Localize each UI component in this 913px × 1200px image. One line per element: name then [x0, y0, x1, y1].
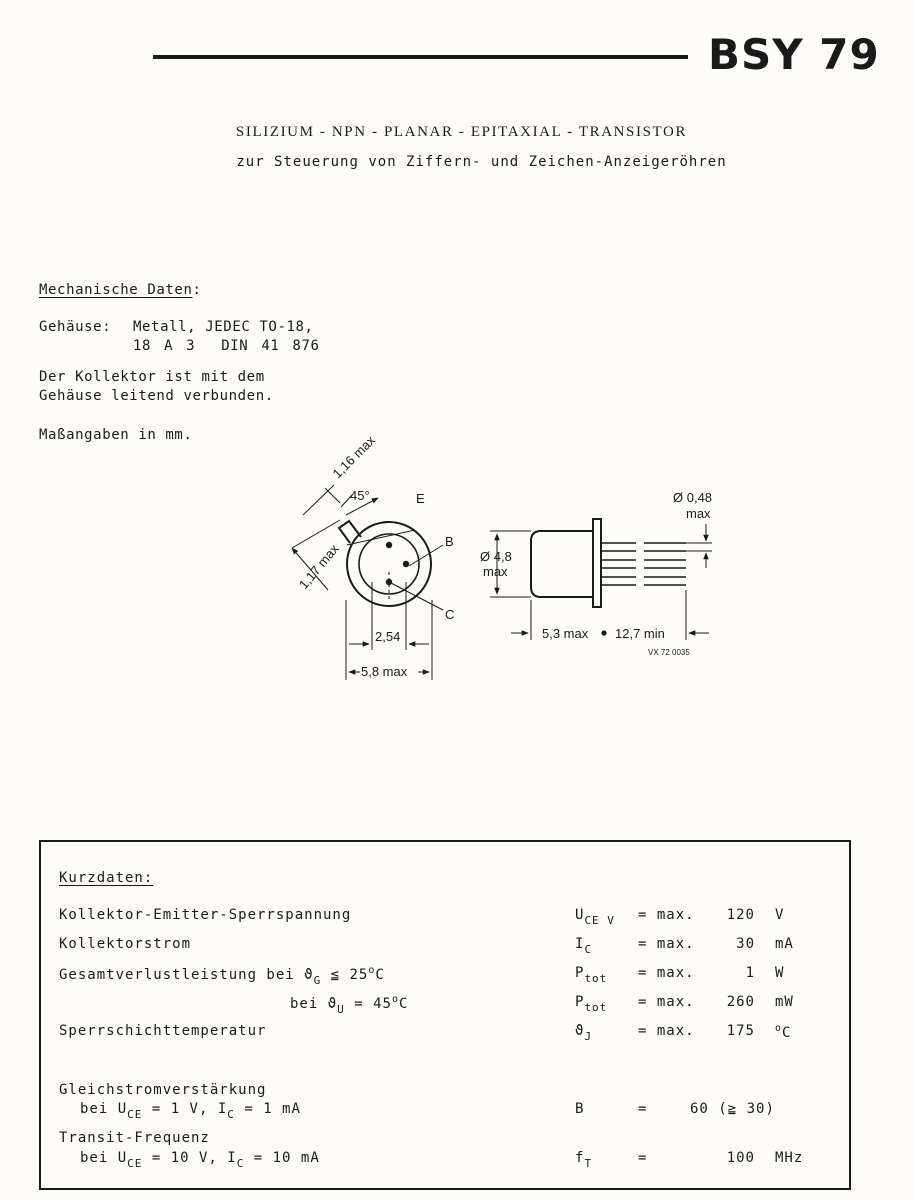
param-symbol: $ϑ_J$	[575, 1023, 593, 1043]
housing-label: Gehäuse:	[39, 319, 112, 335]
param-value: 120	[726, 907, 755, 923]
drawing-code: VX 72 0035	[648, 648, 690, 657]
device-type-title: SILIZIUM - NPN - PLANAR - EPITAXIAL - TRANSISTOR	[235, 124, 688, 140]
param-value: 260	[726, 994, 755, 1010]
gain-symbol: B	[575, 1101, 585, 1117]
housing-line-2: 18 A 3 DIN 41 876	[133, 338, 320, 354]
dim-body-length: 5,3 max	[542, 626, 589, 641]
dim-pin-spacing: 2,54	[375, 629, 401, 644]
flange-side	[593, 519, 601, 607]
gain-condition: bei $U_{CE} = 1$ V, $I_C = 1$ mA	[80, 1101, 301, 1121]
dim-lead-diameter: Ø 0,48	[673, 490, 713, 505]
param-label: Sperrschichttemperatur	[59, 1023, 267, 1039]
dim-tab-length: 1,17 max	[295, 541, 342, 592]
param-symbol: $U_{CE V}$	[575, 907, 615, 927]
param-unit: mA	[775, 936, 794, 952]
transit-unit: MHz	[775, 1150, 804, 1166]
param-unit: $^o$C	[775, 1023, 792, 1041]
pin-e-dot	[386, 542, 392, 548]
param-unit: W	[775, 965, 785, 981]
transit-value: 100	[726, 1150, 755, 1166]
dim-body-diameter: Ø 4,8	[480, 549, 512, 564]
collector-note-1: Der Kollektor ist mit dem	[39, 369, 265, 385]
orientation-tab	[339, 521, 361, 543]
dim-body-diameter-max: max	[483, 564, 508, 579]
param-value: 1	[745, 965, 755, 981]
param-relation: = max.	[638, 994, 695, 1010]
gain-value: 60 (≧ 30)	[690, 1101, 775, 1117]
housing-line-1: Metall, JEDEC TO-18,	[133, 319, 314, 335]
param-value: 175	[726, 1023, 755, 1039]
param-label: Gesamtverlustleistung bei $ϑ_G$ ≦ 25$^o$C	[59, 965, 385, 987]
units-note: Maßangaben in mm.	[39, 427, 193, 443]
pin-e-label: E	[416, 491, 425, 506]
param-relation: = max.	[638, 1023, 695, 1039]
mechanical-heading: Mechanische Daten:	[39, 282, 202, 298]
part-number: BSY 79	[708, 30, 880, 79]
transit-relation: =	[638, 1150, 648, 1166]
pin-b-dot	[403, 561, 409, 567]
param-label: bei $ϑ_U = 45^oC$	[290, 994, 409, 1016]
gain-relation: =	[638, 1101, 648, 1117]
pin-b-label: B	[445, 534, 454, 549]
pin-c-dot	[386, 579, 392, 585]
param-symbol: $I_C$	[575, 936, 593, 956]
param-label: Kollektor-Emitter-Sperrspannung	[59, 907, 352, 923]
param-relation: = max.	[638, 965, 695, 981]
param-symbol: $P_{tot}$	[575, 994, 608, 1014]
gain-label: Gleichstromverstärkung	[59, 1082, 267, 1098]
param-symbol: $P_{tot}$	[575, 965, 608, 985]
short-data-heading: Kurzdaten:	[59, 870, 154, 886]
param-label: Kollektorstrom	[59, 936, 192, 952]
param-relation: = max.	[638, 907, 695, 923]
dim-outer-diameter: 5,8 max	[361, 664, 408, 679]
transit-label: Transit-Frequenz	[59, 1130, 210, 1146]
application-subtitle: zur Steuerung von Ziffern- und Zeichen-Anzeigeröhren	[236, 154, 727, 170]
param-unit: V	[775, 907, 785, 923]
transit-condition: bei $U_{CE} = 10$ V, $I_C = 10$ mA	[80, 1150, 320, 1170]
param-relation: = max.	[638, 936, 695, 952]
can-side-body	[531, 531, 593, 597]
dim-lead-diameter-max: max	[686, 506, 711, 521]
dim-angle: 45°	[350, 488, 370, 503]
transit-symbol: $f_T$	[575, 1150, 593, 1170]
param-value: 30	[736, 936, 755, 952]
pin-c-label: C	[445, 607, 455, 622]
collector-note-2: Gehäuse leitend verbunden.	[39, 388, 274, 404]
dim-lead-length: 12,7 min	[615, 626, 665, 641]
dim-tab-width: 1,16 max	[329, 432, 378, 482]
param-unit: mW	[775, 994, 794, 1010]
